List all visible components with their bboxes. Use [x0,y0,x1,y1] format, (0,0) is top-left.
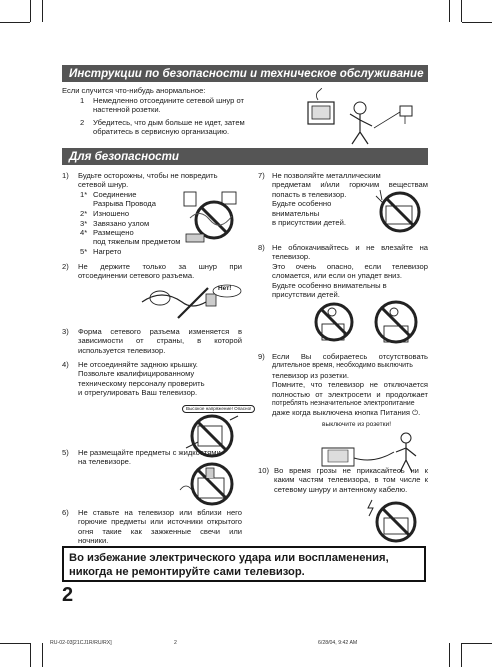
footer-page: 2 [174,640,177,646]
section-header-safety: Для безопасности [62,148,428,165]
sub-item-number: 3* [80,219,88,228]
crop-mark [461,643,462,667]
climbing-on-tv-illustration [308,298,428,348]
damaged-cord-illustration [182,188,242,246]
item-number: 1) [62,171,69,180]
crop-mark [462,643,492,644]
crop-mark [449,0,450,22]
item-text: Форма сетевого разъема изменяется в зависимости от страны, в которой используется телевизор. [78,327,242,355]
section-header-maintenance: Инструкции по безопасности и техническое обслуживание [62,65,428,82]
crop-mark [30,0,31,22]
sub-item-text: Размещено под тяжелым предметом [93,228,181,247]
warning-box [62,546,426,582]
warning-line: Во избежание электрического удара или воспламенения, [69,552,389,564]
crop-mark [30,643,31,667]
smoking-tv-illustration [304,88,424,148]
item-text: Не держите только за шнур при отсоединении сетевого разъема. [78,262,242,281]
item-text: Во время грозы не прикасайтесь ни к каким частям телевизора, в том числе к сетевому шнуру и антенному кабелю. [274,466,428,494]
item-number: 8) [258,243,265,252]
sub-item-number: 2* [80,209,88,218]
item-text: Не размещайте предметы с жидкостями на телевизоре. [78,448,221,467]
item-text: Не отсоединяйте заднюю крышку. Позвольте квалифицированному техническому персоналу проверить и отрегулировать Ваш телевизор. [78,360,205,398]
intro-lead: Если случится что-нибудь анормальное: [62,86,206,95]
item-text: Не ставьте на телевизор или вблизи него горючие предметы или источники открытого огня такие как зажженные свечи или ночники. [78,508,242,546]
unplug-caption: выключите из розетки! [322,421,392,428]
page-number: 2 [62,584,74,606]
crop-mark [462,22,492,23]
metal-objects-illustration [370,186,428,234]
sub-item-text: Нагрето [93,247,122,256]
crop-mark [0,643,30,644]
intro-item-number: 1 [80,96,85,105]
intro-item-text: Убедитесь, что дым больше не идет, затем обратитесь в сервисную организацию. [93,118,245,137]
crop-mark [0,22,30,23]
intro-item-text: Немедленно отсоедините сетевой шнур от настенной розетки. [93,96,245,115]
sub-item-text: Завязано узлом [93,219,150,228]
sub-item-text: Соединение Разрыва Провода [93,190,156,209]
sub-item-number: 4* [80,228,88,237]
item-text: Будьте осторожны, чтобы не повредить сетевой шнур. [78,171,218,190]
item-number: 3) [62,327,69,336]
item-number: 5) [62,448,69,457]
item-number: 2) [62,262,69,271]
item-number: 4) [62,360,69,369]
speech-bubble-text: Нет! [218,285,232,292]
item-number: 6) [62,508,69,517]
crop-mark [42,643,43,667]
item-text: Не позволяйте металлическим предметам и/или горючим веществам попасть в телевизор. Будьте особенно внимательны в присутствии детей. [272,171,428,228]
item-text: Если Вы собираетесь отсутствовать длительное время, необходимо выключить телевизор из розетки. Помните, что телевизор не отключается полностью от электросети и продолжает потреблять незначительное электропитание даже когда выключена кнопка Питания ⏻. [272,352,428,418]
item-text: Не облокачивайтесь и не влезайте на телевизор. Это очень опасно, если телевизор сломается, или если он упадет вниз. Будьте особенно внимательны в присутствии детей. [272,243,428,300]
item-number: 7) [258,171,265,180]
item-number: 9) [258,352,265,361]
high-voltage-label: Высокое напряжение! Опасно! [182,405,255,413]
intro-item-number: 2 [80,118,85,127]
sub-item-text: Изношено [93,209,130,218]
footer-timestamp: 6/28/04, 9:42 AM [318,640,358,646]
crop-mark [449,643,450,667]
warning-line: никогда не ремонтируйте сами телевизор. [69,566,305,579]
sub-item-number: 1* [80,190,88,199]
item-number: 10) [258,466,269,475]
liquid-on-tv-illustration [176,460,244,506]
sub-item-number: 5* [80,247,88,256]
thunderstorm-illustration [364,496,428,544]
crop-mark [461,0,462,22]
footer-file-name: RU-02-03[21CJ1R/RU/RX] [50,640,112,646]
crop-mark [42,0,43,22]
